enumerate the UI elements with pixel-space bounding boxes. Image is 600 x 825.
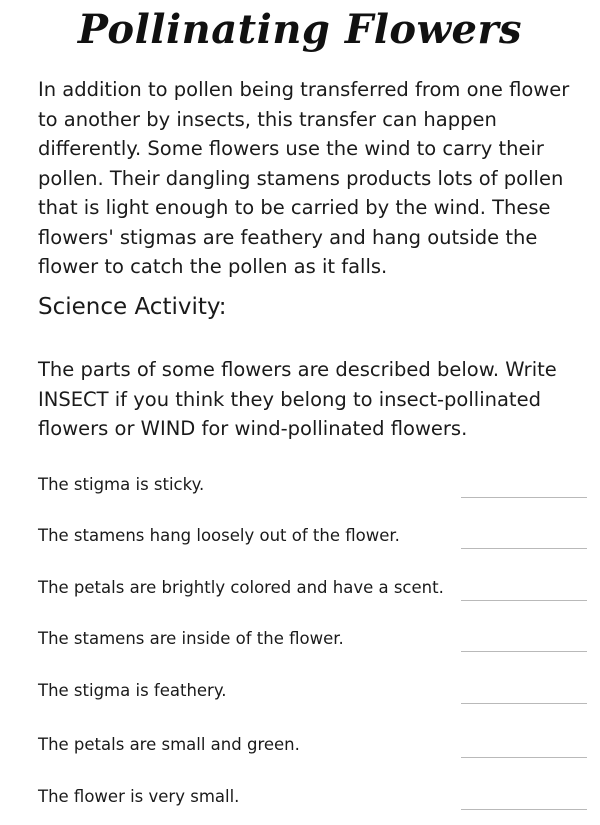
item-statement: The petals are brightly colored and have a scent. [38,578,444,597]
activity-item [38,680,584,710]
instructions-paragraph: The parts of some flowers are described below. Write INSECT if you think they belong to insect-pollinated flowers or WIND for wind-pollinated flowers. [38,358,557,440]
answer-field[interactable] [461,546,587,549]
answer-field[interactable] [461,598,587,601]
activity-item [38,474,584,504]
page-title: Pollinating Flowers [77,6,523,53]
activity-item [38,525,584,555]
activity-heading: Science Activity: [38,294,227,320]
item-statement: The petals are small and green. [38,735,300,754]
item-statement: The stamens are inside of the flower. [38,629,344,648]
answer-field[interactable] [461,755,587,758]
activity-item [38,577,584,607]
activity-item [38,786,584,816]
intro-paragraph: In addition to pollen being transferred from one flower to another by insects, this transfer can happen differently. Some flowers use the wind to carry their pollen. Their dangling stamens products lots of pollen that is light enough to be carried by the wind. These flowers' stigmas are feathery and hang outside the flower to catch the pollen as it falls. [38,78,570,278]
answer-field[interactable] [461,701,587,704]
item-statement: The flower is very small. [38,787,240,806]
item-statement: The stigma is feathery. [38,681,227,700]
answer-field[interactable] [461,649,587,652]
answer-field[interactable] [461,807,587,810]
activity-item [38,628,584,658]
activity-item [38,734,584,764]
item-statement: The stigma is sticky. [38,475,205,494]
answer-field[interactable] [461,495,587,498]
item-statement: The stamens hang loosely out of the flower. [38,526,400,545]
